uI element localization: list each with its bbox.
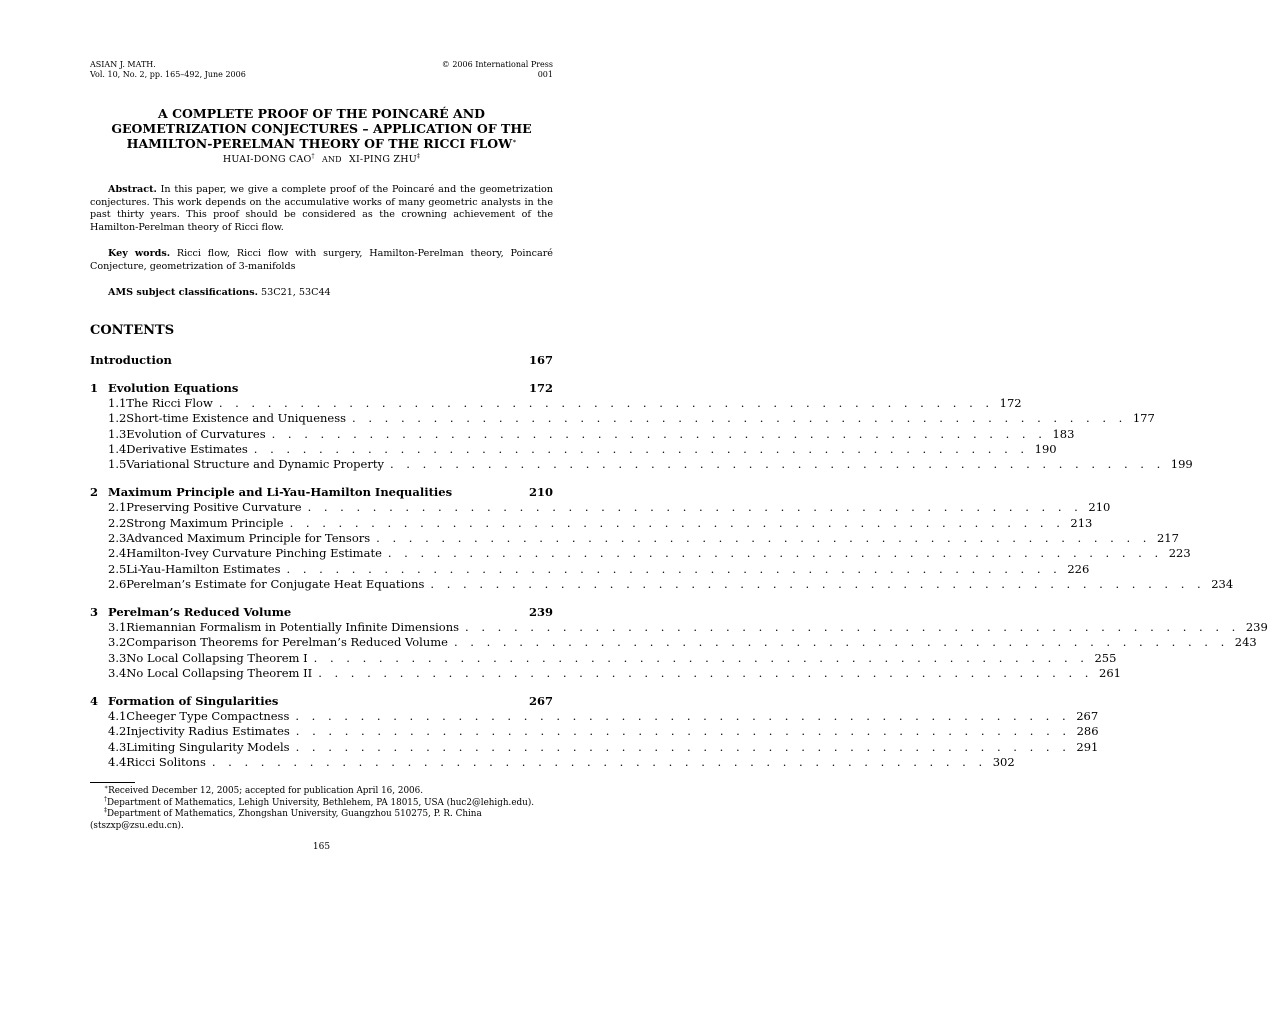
toc-section-title: Advanced Maximum Principle for Tensors [126,530,371,545]
toc-section-title: Preserving Positive Curvature [126,500,302,515]
toc-section-title: Injectivity Radius Estimates [126,724,290,739]
toc-chapter-title: Evolution Equations [108,380,239,395]
toc-section-2-3[interactable] [90,530,1179,546]
title-footnote-mark: ∗ [512,137,517,145]
toc-leader-dots: . . . . . . . . . . . . . . . . . . . . . . . . . . . . . . . . . . . . . . . . . . . . . . . . [318,665,1093,680]
journal-volume: Vol. 10, No. 2, pp. 165–492, June 2006 [90,70,246,79]
toc-section-3-2[interactable] [90,635,1257,650]
toc-leader-dots: . . . . . . . . . . . . . . . . . . . . . . . . . . . . . . . . . . . . . . . . . . . . . . . . [376,530,1151,545]
toc-leader-dots: . . . . . . . . . . . . . . . . . . . . . . . . . . . . . . . . . . . . . . . . . . . . . . . . [295,708,1071,723]
toc-section-number: 1.1 [108,396,127,411]
toc-chapter-2[interactable] [90,485,553,500]
toc-chapter-number: 3 [90,604,99,619]
footnote-text: Department of Mathematics, Zhongshan University, Guangzhou 510275, P. R. China (stszxp@zsu.edu.cn). [90,809,482,831]
toc-leader-dots: . . . . . . . . . . . . . . . . . . . . . . . . . . . . . . . . . . . . . . . . . . . . . . . . [453,635,1229,650]
toc-section-page: 223 [1168,546,1191,561]
toc-section-number: 3.3 [108,650,127,665]
toc-section-number: 4.1 [108,708,127,723]
footnote-text: Department of Mathematics, Lehigh University, Bethlehem, PA 18015, USA (huc2@lehigh.edu). [107,797,535,808]
toc-section-number: 1.5 [108,457,127,472]
toc-section-page: 261 [1099,665,1121,680]
footnote-mark: ‡ [104,807,107,815]
toc-section-1-1[interactable] [90,396,1022,411]
author-2: XI-PING ZHU [349,154,417,165]
toc-gap [90,592,553,605]
toc-section-3-1[interactable] [90,619,1268,635]
toc-section-number: 4.3 [108,739,127,754]
article-code: 001 [537,70,553,79]
key-words-label: Key words. [108,248,171,259]
toc-leader-dots: . . . . . . . . . . . . . . . . . . . . . . . . . . . . . . . . . . . . . . . . . . . . . . . . [218,396,994,411]
running-header-left [90,60,246,80]
toc-leader-dots: . . . . . . . . . . . . . . . . . . . . . . . . . . . . . . . . . . . . . . . . . . . . . . . . [430,576,1206,591]
toc-section-title: Hamilton-Ivey Curvature Pinching Estimate [126,546,382,561]
title-line-2: GEOMETRIZATION CONJECTURES – APPLICATION OF THE [111,121,532,136]
toc-section-page: 286 [1076,724,1099,739]
toc-section-title: Perelman’s Estimate for Conjugate Heat Equations [126,576,425,591]
journal-name: ASIAN J. MATH. [90,60,156,69]
toc-section-number: 1.4 [108,441,127,456]
toc-section-3-4[interactable] [90,665,1121,681]
toc-section-page: 255 [1094,650,1117,665]
title-line-3-text: HAMILTON-PERELMAN THEORY OF THE RICCI FLOW [126,136,513,151]
toc-section-title: Comparison Theorems for Perelman’s Reduced Volume [126,635,448,650]
toc-section-number: 4.4 [108,754,127,769]
toc-leader-dots: . . . . . . . . . . . . . . . . . . . . . . . . . . . . . . . . . . . . . . . . . . . . . . . . [295,724,1071,739]
toc-leader-dots: . . . . . . . . . . . . . . . . . . . . . . . . . . . . . . . . . . . . . . . . . . . . . . . . [352,411,1127,426]
toc-section-2-5[interactable] [90,561,1090,577]
toc-chapter-number: 1 [90,380,99,395]
table-of-contents [90,353,1268,770]
title-line-3 [90,136,553,151]
toc-section-number: 3.2 [108,635,127,650]
toc-gap [90,473,553,486]
toc-section-page: 234 [1211,576,1234,591]
toc-section-title: Li-Yau-Hamilton Estimates [126,561,281,576]
running-header-right [442,60,553,80]
ams-classification [90,287,553,300]
author-1-mark: † [311,152,315,160]
toc-leader-dots: . . . . . . . . . . . . . . . . . . . . . . . . . . . . . . . . . . . . . . . . . . . . . . . . [307,500,1083,515]
toc-chapter-page: 267 [528,693,553,708]
copyright-notice: © 2006 International Press [441,60,553,69]
toc-chapter-title: Formation of Singularities [108,693,279,708]
toc-gap [90,368,553,381]
toc-section-page: 172 [999,396,1022,411]
toc-section-2-4[interactable] [90,546,1191,561]
toc-section-page: 291 [1076,739,1099,754]
ams-codes: 53C21, 53C44 [261,287,331,298]
toc-section-title: Cheeger Type Compactness [126,708,290,723]
toc-introduction-page: 167 [528,353,553,367]
toc-section-page: 267 [1076,708,1099,723]
toc-leader-dots: . . . . . . . . . . . . . . . . . . . . . . . . . . . . . . . . . . . . . . . . . . . . . . . . [465,619,1240,634]
toc-section-2-1[interactable] [90,500,1111,515]
toc-section-title: Evolution of Curvatures [126,426,266,441]
toc-section-page: 177 [1132,411,1155,426]
toc-section-2-2[interactable] [90,515,1093,531]
toc-chapter-4[interactable] [90,694,553,709]
footnote-mark: ∗ [104,784,109,792]
toc-leader-dots: . . . . . . . . . . . . . . . . . . . . . . . . . . . . . . . . . . . . . . . . . . . . . . . . [289,515,1065,530]
toc-section-page: 199 [1170,457,1193,472]
toc-chapter-1[interactable] [90,381,553,396]
footnote-author-2 [90,809,553,832]
toc-section-4-2[interactable] [90,724,1099,739]
footnote-received [90,786,553,798]
toc-introduction-title: Introduction [90,353,172,367]
abstract-label: Abstract. [108,184,157,195]
toc-chapter-number: 4 [90,693,99,708]
toc-section-page: 210 [1088,500,1111,515]
toc-section-number: 2.1 [108,500,127,515]
ams-label: AMS subject classifications. [108,287,258,298]
toc-chapter-number: 2 [90,485,99,500]
toc-section-4-1[interactable] [90,708,1099,724]
toc-section-title: The Ricci Flow [126,396,213,411]
toc-section-3-3[interactable] [90,650,1117,666]
toc-leader-dots: . . . . . . . . . . . . . . . . . . . . . . . . . . . . . . . . . . . . . . . . . . . . . . . . [211,754,987,769]
footnote-author-1 [90,795,553,810]
abstract [90,184,553,234]
toc-section-number: 2.4 [108,546,127,561]
toc-section-title: Riemannian Formalism in Potentially Infinite Dimensions [126,619,460,634]
toc-leader-dots: . . . . . . . . . . . . . . . . . . . . . . . . . . . . . . . . . . . . . . . . . . . . . . . . [389,457,1165,472]
toc-section-1-3[interactable] [90,426,1075,442]
toc-section-title: No Local Collapsing Theorem II [126,665,313,680]
page-number: 165 [312,842,331,852]
toc-chapter-page: 210 [528,485,553,500]
toc-section-page: 217 [1156,530,1179,545]
toc-section-title: Variational Structure and Dynamic Property [126,457,384,472]
toc-section-title: Limiting Singularity Models [126,739,290,754]
toc-chapter-title: Maximum Principle and Li-Yau-Hamilton Inequalities [108,485,453,500]
toc-chapter-page: 172 [528,380,553,395]
toc-section-page: 243 [1234,635,1257,650]
author-line [90,154,553,165]
toc-chapter-3[interactable] [90,605,553,620]
toc-section-number: 3.1 [108,619,127,634]
footnote-text: Received December 12, 2005; accepted for publication April 16, 2006. [108,786,424,796]
toc-section-page: 213 [1070,515,1093,530]
toc-introduction[interactable] [90,353,553,368]
toc-section-page: 302 [992,754,1015,769]
title-line-1: A COMPLETE PROOF OF THE POINCARÉ AND [158,106,485,121]
toc-leader-dots: . . . . . . . . . . . . . . . . . . . . . . . . . . . . . . . . . . . . . . . . . . . . . . . . [313,650,1089,665]
toc-section-number: 2.2 [108,515,127,530]
toc-section-title: No Local Collapsing Theorem I [126,650,308,665]
toc-section-number: 4.2 [108,724,127,739]
toc-section-number: 2.3 [108,530,127,545]
toc-section-4-3[interactable] [90,739,1099,755]
toc-leader-dots: . . . . . . . . . . . . . . . . . . . . . . . . . . . . . . . . . . . . . . . . . . . . . . . . [387,546,1163,561]
author-1: HUAI-DONG CAO [222,154,312,165]
toc-leader-dots: . . . . . . . . . . . . . . . . . . . . . . . . . . . . . . . . . . . . . . . . . . . . . . . . [271,426,1047,441]
toc-section-page: 190 [1034,441,1057,456]
toc-section-title: Short-time Existence and Uniqueness [126,411,347,426]
contents-heading: CONTENTS [90,323,175,338]
author-2-mark: ‡ [416,152,421,160]
key-words [90,248,553,273]
toc-leader-dots: . . . . . . . . . . . . . . . . . . . . . . . . . . . . . . . . . . . . . . . . . . . . . . . . [286,561,1062,576]
toc-section-number: 3.4 [108,665,127,680]
toc-section-number: 2.6 [108,576,127,591]
toc-leader-dots: . . . . . . . . . . . . . . . . . . . . . . . . . . . . . . . . . . . . . . . . . . . . . . . . [253,441,1029,456]
toc-section-page: 226 [1067,561,1090,576]
toc-leader-dots: . . . . . . . . . . . . . . . . . . . . . . . . . . . . . . . . . . . . . . . . . . . . . . . . [295,739,1071,754]
toc-section-number: 1.2 [108,411,127,426]
toc-section-1-4[interactable] [90,441,1057,457]
toc-section-number: 1.3 [108,426,127,441]
toc-chapter-title: Perelman’s Reduced Volume [108,604,292,619]
toc-section-2-6[interactable] [90,576,1234,592]
toc-section-title: Strong Maximum Principle [126,515,284,530]
toc-chapters [90,368,1268,770]
abstract-text: In this paper, we give a complete proof of the Poincaré and the geometrization conjectures. This work depends on the accumulative works of many geometric analysts in the past thirty years. This proof should be considered as the crowning achievement of the Hamilton-Perelman theory of Ricci flow. [90,184,553,233]
key-words-text: Ricci flow, Ricci flow with surgery, Hamilton-Perelman theory, Poincaré Conjecture, geometrization of 3-manifolds [90,248,553,272]
paper-title [90,106,553,151]
toc-section-1-2[interactable] [90,411,1155,426]
toc-section-number: 2.5 [108,561,127,576]
footnote-rule [90,782,135,783]
toc-section-1-5[interactable] [90,457,1193,472]
toc-chapter-page: 239 [528,604,553,619]
toc-section-page: 239 [1245,619,1268,634]
footnote-mark: † [104,795,107,803]
toc-section-title: Derivative Estimates [126,441,248,456]
footnotes [90,786,553,832]
toc-section-title: Ricci Solitons [126,754,206,769]
toc-gap [90,681,553,694]
author-conjunction: AND [321,155,342,164]
toc-section-4-4[interactable] [90,754,1015,770]
toc-section-page: 183 [1052,426,1075,441]
